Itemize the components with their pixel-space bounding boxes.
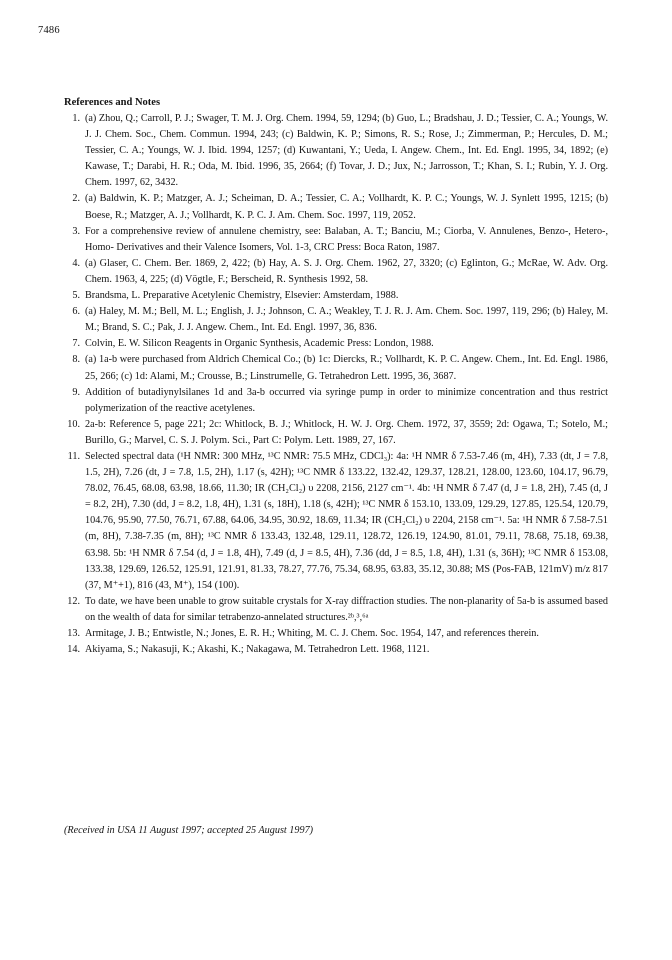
reference-text: Brandsma, L. Preparative Acetylenic Chemistry, Elsevier: Amsterdam, 1988. [85, 290, 399, 302]
references-section [64, 97, 608, 658]
reference-number: 6. [72, 306, 80, 318]
reference-item [64, 352, 608, 384]
reference-text: Selected spectral data (¹H NMR: 300 MHz, ¹³C NMR: 75.5 MHz, CDCl₃): 4a: ¹H NMR δ 7.53-7.46 (m, 4H), 7.33 (dt, J = 7.8, 1.5, 2H), 7.26 (dt, J = 7.8, 1.5, 2H), 1.17 (s, 42H); ¹³C NMR δ 133.22, 132.42, 129.37, 128.21, 128.00, 123.60, 104.17, 96.79, 78.02, 76.45, 68.08, 63.98, 18.66, 11.30; IR (CH₂Cl₂) υ 2208, 2156, 2127 cm⁻¹. 4b: ¹H NMR δ 7.47 (d, J = 1.8, 2H), 7.45 (d, J = 8.2, 2H), 7.30 (dd, J = 8.2, 1.8, 4H), 1.31 (s, 18H), 1.18 (s, 42H); ¹³C NMR δ 153.10, 133.09, 129.29, 127.85, 125.54, 120.79, 104.76, 95.90, 77.50, 76.71, 67.88, 64.06, 34.95, 30.92, 18.69, 11.34; IR (CH₂Cl₂) υ 2204, 2158 cm⁻¹. 5a: ¹H NMR δ 7.58-7.51 (m, 8H), 7.38-7.35 (m, 8H); ¹³C NMR δ 133.43, 132.48, 129.11, 128.72, 126.19, 124.90, 81.01, 79.11, 78.68, 75.18, 69.38, 63.98. 5b: ¹H NMR δ 7.54 (d, J = 1.8, 4H), 7.49 (d, J = 8.5, 4H), 7.36 (dd, J = 8.5, 1.8, 4H), 1.31 (s, 36H); ¹³C NMR δ 153.08, 133.38, 129.69, 126.52, 125.91, 121.91, 81.33, 78.27, 77.76, 75.34, 68.95, 63.83, 35.12, 30.88; MS (Pos-FAB, 121mV) m/z 817 (37, M⁺+1), 816 (43, M⁺), 154 (100). [85, 450, 608, 591]
reference-item [64, 626, 608, 642]
reference-number: 10. [67, 418, 80, 430]
reference-text: To date, we have been unable to grow suitable crystals for X-ray diffraction studies. The non-planarity of 5a-b is assumed based on the wealth of data for similar tetrabenzo-annelated structures.²ᵇ,³,⁶ᵃ [85, 595, 608, 623]
reference-text: Armitage, J. B.; Entwistle, N.; Jones, E. R. H.; Whiting, M. C. J. Chem. Soc. 1954, 147, and references therein. [85, 628, 539, 639]
reference-item [64, 288, 608, 304]
reference-item [64, 191, 608, 223]
reference-number: 9. [72, 386, 80, 398]
reference-list [64, 111, 608, 658]
reference-text: (a) Haley, M. M.; Bell, M. L.; English, J. J.; Johnson, C. A.; Weakley, T. J. R. J. Am. Chem. Soc. 1997, 119, 296; (b) Haley, M. M.; Brand, S. C.; Pak, J. J. Angew. Chem., Int. Ed. Engl. 1997, 36, 836. [85, 306, 608, 334]
reference-text: Addition of butadiynylsilanes 1d and 3a-b occurred via syringe pump in order to minimize concentration and thus restrict polymerization of the reactive acetylenes. [85, 386, 608, 414]
reference-item [64, 642, 608, 658]
reference-number: 11. [67, 450, 80, 462]
reference-item [64, 304, 608, 336]
reference-number: 12. [67, 595, 80, 607]
reference-number: 1. [72, 113, 80, 124]
reference-number: 14. [67, 644, 80, 656]
reference-number: 5. [72, 290, 80, 302]
reference-item [64, 224, 608, 256]
reference-number: 13. [67, 628, 80, 639]
reference-number: 2. [72, 193, 80, 205]
reference-item [64, 385, 608, 417]
reference-item [64, 111, 608, 191]
reference-text: 2a-b: Reference 5, page 221; 2c: Whitlock, B. J.; Whitlock, H. W. J. Org. Chem. 1972, 37, 3559; 2d: Ogawa, T.; Sotelo, M.; Burillo, G.; Marvel, C. S. J. Polym. Sci., Part C: Polym. Lett. 1989, 27, 167. [85, 418, 608, 446]
reference-number: 3. [72, 225, 80, 237]
reference-text: (a) Zhou, Q.; Carroll, P. J.; Swager, T. M. J. Org. Chem. 1994, 59, 1294; (b) Guo, L.; Bradshau, J. D.; Tessier, C. A.; Youngs, W. J. J. Chem. Soc., Chem. Commun. 1994, 243; (c) Baldwin, K. P.; Simons, R. S.; Rose, J.; Zimmerman, P.; Hercules, D. M.; Tessier, C. A.; Youngs, W. J. Ibid. 1994, 1257; (d) Kuwantani, Y.; Ueda, I. Angew. Chem., Int. Ed. Engl. 1995, 34, 1892; (e) Kawase, T.; Darabi, H. R.; Oda, M. Ibid. 1996, 35, 2664; (f) Tovar, J. D.; Jux, N.; Jarrosson, T.; Khan, S. I.; Rubin, Y. J. Org. Chem. 1997, 62, 3432. [85, 113, 608, 189]
reference-text: Akiyama, S.; Nakasuji, K.; Akashi, K.; Nakagawa, M. Tetrahedron Lett. 1968, 1121. [85, 644, 430, 656]
reference-text: (a) Glaser, C. Chem. Ber. 1869, 2, 422; (b) Hay, A. S. J. Org. Chem. 1962, 27, 3320; (c) Eglinton, G.; McRae, W. Adv. Org. Chem. 1963, 4, 225; (d) Vögtle, F.; Berscheid, R. Synthesis 1992, 58. [85, 257, 608, 285]
reference-text: For a comprehensive review of annulene chemistry, see: Balaban, A. T.; Banciu, M.; Ciorba, V. Annulenes, Benzo-, Hetero-, Homo- Derivatives and their Valence Isomers, Vol. 1-3, CRC Press: Boca Raton, 1987. [85, 225, 608, 253]
references-heading: References and Notes [64, 97, 161, 108]
reference-number: 8. [72, 354, 80, 366]
reference-text: (a) 1a-b were purchased from Aldrich Chemical Co.; (b) 1c: Diercks, R.; Vollhardt, K. P. C. Angew. Chem., Int. Ed. Engl. 1986, 25, 266; (c) 1d: Alami, M.; Crousse, B.; Linstrumelle, G. Tetrahedron Lett. 1995, 36, 3687. [85, 354, 608, 382]
reference-text: (a) Baldwin, K. P.; Matzger, A. J.; Scheiman, D. A.; Tessier, C. A.; Vollhardt, K. P. C.; Youngs, W. J. Synlett 1995, 1215; (b) Boese, R.; Matzger, A. J.; Vollhardt, K. P. C. J. Am. Chem. Soc. 1997, 119, 2052. [85, 193, 608, 221]
reference-item [64, 336, 608, 352]
received-date-note: (Received in USA 11 August 1997; accepted 25 August 1997) [64, 825, 314, 836]
reference-item [64, 449, 608, 594]
reference-item [64, 594, 608, 626]
reference-text: Colvin, E. W. Silicon Reagents in Organic Synthesis, Academic Press: London, 1988. [85, 338, 434, 350]
reference-number: 4. [72, 257, 80, 269]
reference-number: 7. [72, 338, 80, 350]
page-number: 7486 [38, 25, 60, 36]
reference-item [64, 256, 608, 288]
reference-item [64, 417, 608, 449]
